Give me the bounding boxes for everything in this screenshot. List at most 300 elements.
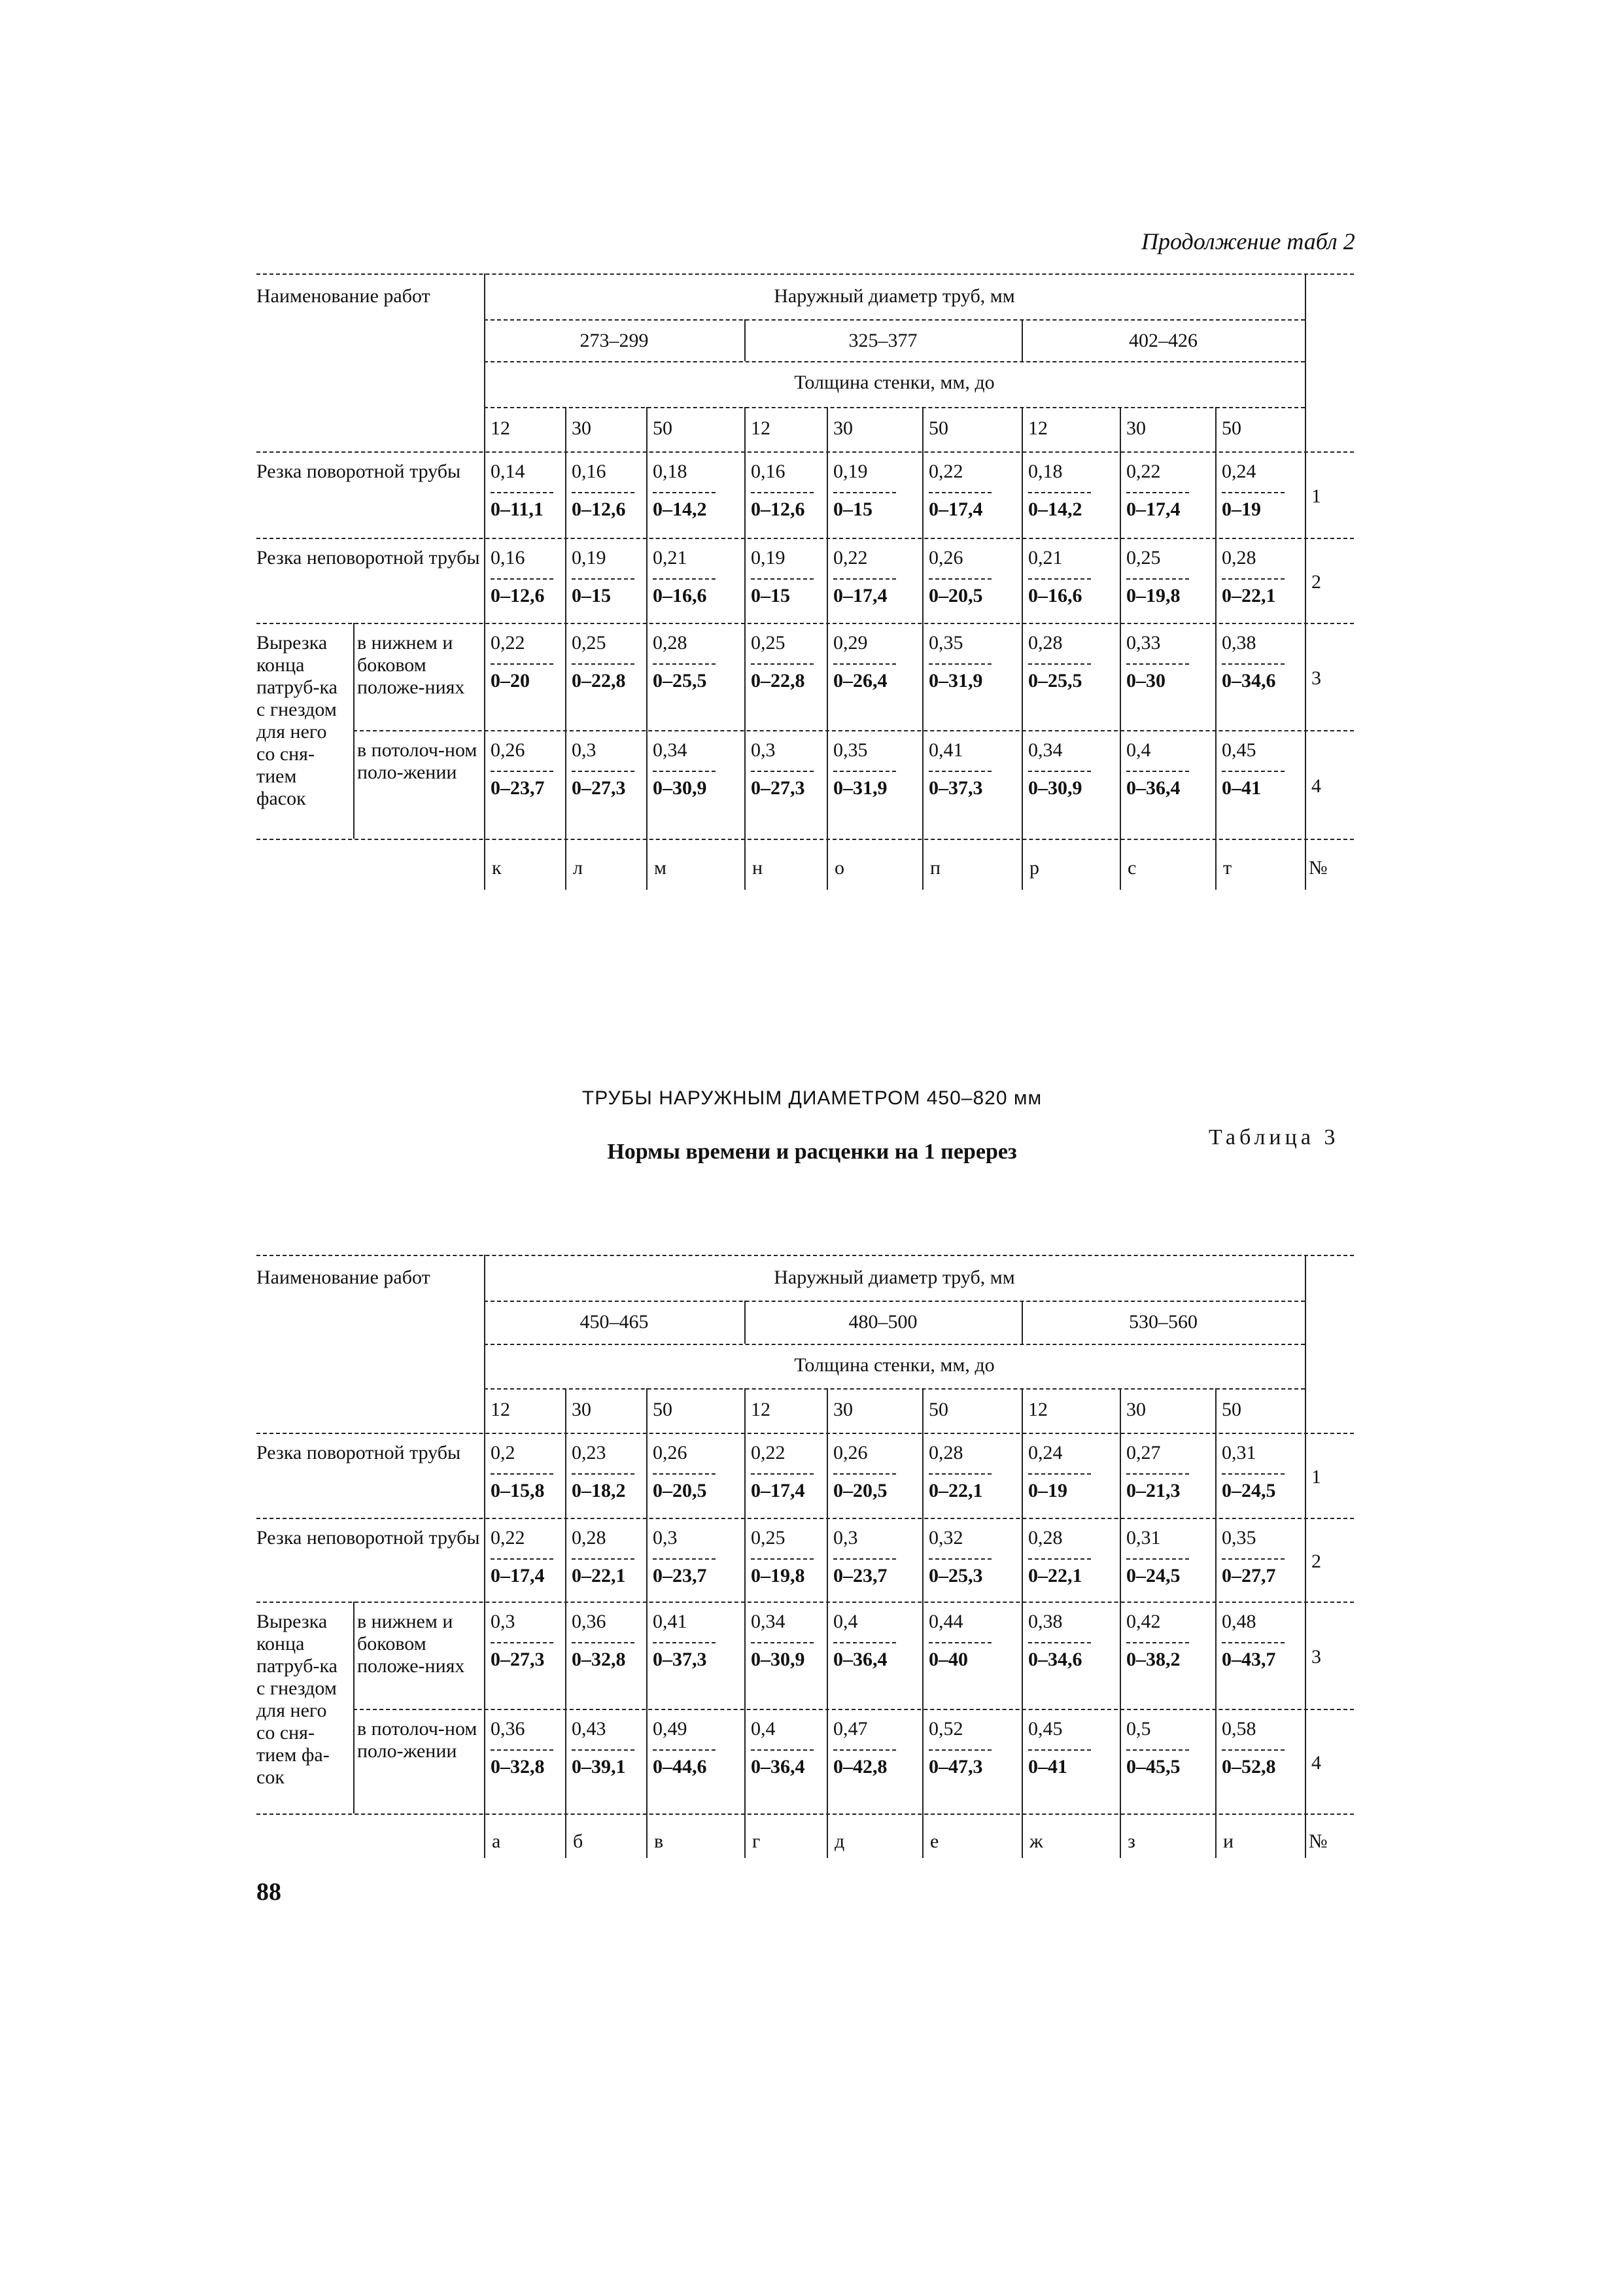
column-letter: л bbox=[573, 857, 583, 879]
fraction-line bbox=[833, 492, 896, 493]
fraction-line bbox=[653, 1558, 716, 1560]
price: 0–22,8 bbox=[572, 670, 626, 692]
rule-line bbox=[256, 1433, 1354, 1434]
fraction-line bbox=[653, 1473, 716, 1475]
time-norm: 0,41 bbox=[929, 739, 963, 761]
fraction-line bbox=[1126, 1473, 1189, 1475]
price: 0–32,8 bbox=[572, 1649, 626, 1670]
fraction-line bbox=[491, 771, 553, 772]
thickness-cell: 30 bbox=[833, 417, 853, 439]
row-number: 3 bbox=[1311, 667, 1321, 689]
fraction-line bbox=[491, 663, 553, 665]
price: 0–16,6 bbox=[653, 585, 707, 606]
column-letter: е bbox=[930, 1831, 939, 1852]
column-line bbox=[1215, 407, 1217, 890]
price: 0–16,6 bbox=[1028, 585, 1082, 606]
column-letter: г bbox=[752, 1831, 761, 1852]
price: 0–38,2 bbox=[1126, 1649, 1181, 1670]
price: 0–21,3 bbox=[1126, 1480, 1181, 1501]
rule-line bbox=[353, 1709, 1354, 1710]
fraction-line bbox=[1222, 1749, 1285, 1751]
time-norm: 0,3 bbox=[653, 1527, 678, 1549]
price: 0–22,1 bbox=[1222, 585, 1276, 606]
price: 0–52,8 bbox=[1222, 1756, 1276, 1778]
time-norm: 0,44 bbox=[929, 1611, 963, 1632]
fraction-line bbox=[929, 1558, 992, 1560]
time-norm: 0,41 bbox=[653, 1611, 687, 1632]
thickness-cell: 30 bbox=[1126, 1399, 1146, 1420]
time-norm: 0,35 bbox=[833, 739, 868, 761]
fraction-line bbox=[572, 1473, 634, 1475]
thickness-cell: 12 bbox=[751, 1399, 770, 1420]
work-position: в потолоч-ном поло-жении bbox=[357, 739, 477, 783]
time-norm: 0,19 bbox=[572, 547, 606, 569]
time-norm: 0,28 bbox=[1028, 1527, 1063, 1549]
col-work-header: Наименование работ bbox=[256, 1267, 430, 1288]
thickness-cell: 50 bbox=[929, 417, 948, 439]
fraction-line bbox=[833, 578, 896, 580]
fraction-line bbox=[929, 1749, 992, 1751]
price: 0–20,5 bbox=[833, 1480, 888, 1501]
price: 0–26,4 bbox=[833, 670, 888, 692]
price: 0–22,1 bbox=[572, 1565, 626, 1586]
time-norm: 0,42 bbox=[1126, 1611, 1161, 1632]
fraction-line bbox=[833, 1749, 896, 1751]
fraction-line bbox=[1028, 1558, 1091, 1560]
fraction-line bbox=[491, 1642, 553, 1643]
fraction-line bbox=[572, 1642, 634, 1643]
time-norm: 0,38 bbox=[1222, 632, 1256, 654]
column-line bbox=[1305, 1255, 1306, 1858]
column-line bbox=[827, 407, 828, 890]
column-letter: и bbox=[1223, 1831, 1234, 1852]
price: 0–20,5 bbox=[653, 1480, 707, 1501]
time-norm: 0,45 bbox=[1222, 739, 1256, 761]
column-letter: м bbox=[654, 857, 666, 879]
time-norm: 0,27 bbox=[1126, 1442, 1161, 1463]
column-line bbox=[646, 1388, 648, 1858]
thickness-cell: 50 bbox=[653, 417, 672, 439]
fraction-line bbox=[653, 1749, 716, 1751]
time-norm: 0,25 bbox=[1126, 547, 1161, 569]
col-diameter-header: Наружный диаметр труб, мм bbox=[774, 285, 1015, 307]
number-sign: № bbox=[1309, 1831, 1328, 1852]
diameter-group: 450–465 bbox=[579, 1311, 649, 1333]
fraction-line bbox=[653, 1642, 716, 1643]
fraction-line bbox=[751, 771, 814, 772]
time-norm: 0,16 bbox=[491, 547, 525, 569]
price: 0–12,6 bbox=[572, 499, 626, 520]
thickness-cell: 30 bbox=[833, 1399, 853, 1420]
fraction-line bbox=[491, 1473, 553, 1475]
price: 0–17,4 bbox=[833, 585, 888, 606]
time-norm: 0,3 bbox=[751, 739, 776, 761]
work-position: в нижнем и боковом положе-ниях bbox=[357, 632, 465, 698]
column-letter: а bbox=[492, 1831, 501, 1852]
time-norm: 0,35 bbox=[929, 632, 963, 654]
column-line bbox=[1215, 1388, 1217, 1858]
work-name: Резка неповоротной трубы bbox=[256, 547, 480, 569]
fraction-line bbox=[751, 1473, 814, 1475]
price: 0–23,7 bbox=[491, 777, 545, 799]
time-norm: 0,26 bbox=[653, 1442, 687, 1463]
time-norm: 0,23 bbox=[572, 1442, 606, 1463]
fraction-line bbox=[929, 492, 992, 493]
time-norm: 0,19 bbox=[751, 547, 786, 569]
price: 0–25,5 bbox=[1028, 670, 1082, 692]
time-norm: 0,28 bbox=[929, 1442, 963, 1463]
column-line bbox=[484, 273, 485, 890]
time-norm: 0,34 bbox=[751, 1611, 786, 1632]
fraction-line bbox=[572, 1558, 634, 1560]
price: 0–36,4 bbox=[751, 1756, 805, 1778]
fraction-line bbox=[833, 1558, 896, 1560]
row-number: 1 bbox=[1311, 485, 1321, 507]
price: 0–11,1 bbox=[491, 499, 544, 520]
column-line bbox=[1022, 407, 1023, 890]
rule-line bbox=[353, 730, 1354, 731]
price: 0–24,5 bbox=[1222, 1480, 1276, 1501]
fraction-line bbox=[929, 663, 992, 665]
column-line bbox=[827, 1388, 828, 1858]
fraction-line bbox=[1126, 663, 1189, 665]
fraction-line bbox=[929, 771, 992, 772]
time-norm: 0,58 bbox=[1222, 1718, 1256, 1740]
time-norm: 0,4 bbox=[751, 1718, 776, 1740]
time-norm: 0,34 bbox=[1028, 739, 1063, 761]
price: 0–17,4 bbox=[929, 499, 983, 520]
page-number: 88 bbox=[256, 1878, 281, 1906]
rule-line bbox=[256, 839, 1354, 840]
price: 0–22,1 bbox=[929, 1480, 983, 1501]
fraction-line bbox=[491, 578, 553, 580]
continuation-caption: Продолжение табл 2 bbox=[1141, 228, 1355, 254]
price: 0–43,7 bbox=[1222, 1649, 1276, 1670]
work-name: Резка неповоротной трубы bbox=[256, 1527, 480, 1549]
price: 0–41 bbox=[1222, 777, 1261, 799]
fraction-line bbox=[1222, 578, 1285, 580]
time-norm: 0,22 bbox=[751, 1442, 786, 1463]
fraction-line bbox=[751, 492, 814, 493]
rule-line bbox=[484, 1344, 1305, 1345]
work-name: Вырезка конца патруб-ка с гнездом для него со сня-тием фасок bbox=[256, 632, 337, 809]
price: 0–39,1 bbox=[572, 1756, 626, 1778]
fraction-line bbox=[751, 1558, 814, 1560]
fraction-line bbox=[833, 1473, 896, 1475]
fraction-line bbox=[1126, 771, 1189, 772]
time-norm: 0,22 bbox=[491, 1527, 525, 1549]
time-norm: 0,48 bbox=[1222, 1611, 1256, 1632]
time-norm: 0,32 bbox=[929, 1527, 963, 1549]
time-norm: 0,3 bbox=[572, 739, 596, 761]
column-line bbox=[744, 1388, 746, 1858]
rule-line bbox=[256, 1813, 1354, 1815]
fraction-line bbox=[1222, 492, 1285, 493]
time-norm: 0,25 bbox=[751, 632, 786, 654]
price: 0–19 bbox=[1028, 1480, 1067, 1501]
time-norm: 0,3 bbox=[491, 1611, 515, 1632]
fraction-line bbox=[1028, 1642, 1091, 1643]
time-norm: 0,47 bbox=[833, 1718, 868, 1740]
time-norm: 0,24 bbox=[1222, 461, 1256, 482]
price: 0–30,9 bbox=[1028, 777, 1082, 799]
time-norm: 0,21 bbox=[653, 547, 687, 569]
fraction-line bbox=[1126, 1642, 1189, 1643]
column-line bbox=[1305, 273, 1306, 890]
fraction-line bbox=[751, 1749, 814, 1751]
fraction-line bbox=[572, 663, 634, 665]
thickness-cell: 12 bbox=[1028, 417, 1048, 439]
rule-line bbox=[484, 319, 1305, 321]
fraction-line bbox=[1222, 771, 1285, 772]
column-letter: н bbox=[752, 857, 763, 879]
diameter-group: 273–299 bbox=[579, 330, 649, 351]
price: 0–30,9 bbox=[751, 1649, 805, 1670]
time-norm: 0,38 bbox=[1028, 1611, 1063, 1632]
column-line bbox=[1120, 407, 1121, 890]
price: 0–19 bbox=[1222, 499, 1261, 520]
time-norm: 0,34 bbox=[653, 739, 687, 761]
column-line bbox=[646, 407, 648, 890]
price: 0–41 bbox=[1028, 1756, 1067, 1778]
time-norm: 0,25 bbox=[751, 1527, 786, 1549]
price: 0–44,6 bbox=[653, 1756, 707, 1778]
fraction-line bbox=[572, 492, 634, 493]
price: 0–30 bbox=[1126, 670, 1166, 692]
column-letter: ж bbox=[1029, 1831, 1043, 1852]
fraction-line bbox=[491, 1749, 553, 1751]
column-letter: п bbox=[930, 857, 941, 879]
row-number: 2 bbox=[1311, 571, 1321, 593]
column-line bbox=[565, 407, 566, 890]
fraction-line bbox=[833, 1642, 896, 1643]
fraction-line bbox=[1222, 1473, 1285, 1475]
fraction-line bbox=[929, 578, 992, 580]
price: 0–19,8 bbox=[1126, 585, 1181, 606]
fraction-line bbox=[572, 771, 634, 772]
time-norm: 0,29 bbox=[833, 632, 868, 654]
fraction-line bbox=[751, 663, 814, 665]
number-sign: № bbox=[1309, 857, 1328, 879]
time-norm: 0,28 bbox=[1222, 547, 1256, 569]
thickness-cell: 12 bbox=[751, 417, 770, 439]
column-line bbox=[353, 1602, 354, 1813]
fraction-line bbox=[929, 1473, 992, 1475]
price: 0–15,8 bbox=[491, 1480, 545, 1501]
time-norm: 0,26 bbox=[491, 739, 525, 761]
price: 0–15 bbox=[833, 499, 872, 520]
subtitle: Нормы времени и расценки на 1 перерез bbox=[607, 1140, 1017, 1164]
price: 0–19,8 bbox=[751, 1565, 805, 1586]
work-name: Резка поворотной трубы bbox=[256, 461, 461, 482]
time-norm: 0,22 bbox=[491, 632, 525, 654]
column-letter: д bbox=[835, 1831, 845, 1852]
price: 0–27,3 bbox=[491, 1649, 545, 1670]
time-norm: 0,5 bbox=[1126, 1718, 1151, 1740]
price: 0–34,6 bbox=[1222, 670, 1276, 692]
price: 0–42,8 bbox=[833, 1756, 888, 1778]
price: 0–27,3 bbox=[572, 777, 626, 799]
wall-header: Толщина стенки, мм, до bbox=[794, 372, 995, 393]
work-position: в нижнем и боковом положе-ниях bbox=[357, 1611, 465, 1677]
time-norm: 0,28 bbox=[572, 1527, 606, 1549]
price: 0–36,4 bbox=[1126, 777, 1181, 799]
price: 0–15 bbox=[751, 585, 790, 606]
thickness-cell: 50 bbox=[1222, 417, 1241, 439]
column-letter: с bbox=[1128, 857, 1137, 879]
price: 0–34,6 bbox=[1028, 1649, 1082, 1670]
time-norm: 0,16 bbox=[751, 461, 786, 482]
time-norm: 0,4 bbox=[833, 1611, 858, 1632]
time-norm: 0,2 bbox=[491, 1442, 515, 1463]
price: 0–32,8 bbox=[491, 1756, 545, 1778]
time-norm: 0,4 bbox=[1126, 739, 1151, 761]
fraction-line bbox=[653, 663, 716, 665]
time-norm: 0,24 bbox=[1028, 1442, 1063, 1463]
row-number: 4 bbox=[1311, 1752, 1321, 1774]
price: 0–23,7 bbox=[653, 1565, 707, 1586]
fraction-line bbox=[833, 663, 896, 665]
thickness-cell: 30 bbox=[572, 417, 591, 439]
thickness-cell: 12 bbox=[491, 1399, 510, 1420]
fraction-line bbox=[1028, 771, 1091, 772]
work-name: Вырезка конца патруб-ка с гнездом для него со сня-тием фа-сок bbox=[256, 1611, 337, 1788]
column-letter: о bbox=[835, 857, 844, 879]
price: 0–17,4 bbox=[751, 1480, 805, 1501]
thickness-cell: 12 bbox=[491, 417, 510, 439]
time-norm: 0,18 bbox=[1028, 461, 1063, 482]
time-norm: 0,43 bbox=[572, 1718, 606, 1740]
fraction-line bbox=[1126, 1749, 1189, 1751]
fraction-line bbox=[1028, 663, 1091, 665]
fraction-line bbox=[1126, 578, 1189, 580]
time-norm: 0,3 bbox=[833, 1527, 858, 1549]
work-name: Резка поворотной трубы bbox=[256, 1442, 461, 1463]
fraction-line bbox=[1126, 1558, 1189, 1560]
work-position: в потолоч-ном поло-жении bbox=[357, 1718, 477, 1762]
column-letter: в bbox=[654, 1831, 664, 1852]
column-line bbox=[565, 1388, 566, 1858]
price: 0–47,3 bbox=[929, 1756, 983, 1778]
time-norm: 0,16 bbox=[572, 461, 606, 482]
column-line bbox=[1022, 1388, 1023, 1858]
time-norm: 0,36 bbox=[491, 1718, 525, 1740]
time-norm: 0,21 bbox=[1028, 547, 1063, 569]
price: 0–23,7 bbox=[833, 1565, 888, 1586]
price: 0–18,2 bbox=[572, 1480, 626, 1501]
fraction-line bbox=[1222, 1558, 1285, 1560]
section-title: ТРУБЫ НАРУЖНЫМ ДИАМЕТРОМ 450–820 мм bbox=[581, 1087, 1043, 1109]
column-letter: з bbox=[1128, 1831, 1135, 1852]
price: 0–27,7 bbox=[1222, 1565, 1276, 1586]
price: 0–12,6 bbox=[751, 499, 805, 520]
price: 0–12,6 bbox=[491, 585, 545, 606]
column-line bbox=[1120, 1388, 1121, 1858]
time-norm: 0,25 bbox=[572, 632, 606, 654]
fraction-line bbox=[751, 1642, 814, 1643]
column-letter: т bbox=[1223, 857, 1232, 879]
diameter-group: 530–560 bbox=[1129, 1311, 1198, 1333]
price: 0–36,4 bbox=[833, 1649, 888, 1670]
price: 0–45,5 bbox=[1126, 1756, 1181, 1778]
rule-line bbox=[256, 1255, 1354, 1256]
fraction-line bbox=[1028, 1473, 1091, 1475]
col-work-header: Наименование работ bbox=[256, 285, 430, 307]
price: 0–24,5 bbox=[1126, 1565, 1181, 1586]
time-norm: 0,28 bbox=[1028, 632, 1063, 654]
fraction-line bbox=[653, 771, 716, 772]
fraction-line bbox=[751, 578, 814, 580]
time-norm: 0,26 bbox=[833, 1442, 868, 1463]
fraction-line bbox=[491, 1558, 553, 1560]
fraction-line bbox=[1028, 578, 1091, 580]
time-norm: 0,28 bbox=[653, 632, 687, 654]
time-norm: 0,14 bbox=[491, 461, 525, 482]
price: 0–20 bbox=[491, 670, 530, 692]
time-norm: 0,49 bbox=[653, 1718, 687, 1740]
price: 0–14,2 bbox=[653, 499, 707, 520]
price: 0–37,3 bbox=[653, 1649, 707, 1670]
column-letter: р bbox=[1029, 857, 1039, 879]
fraction-line bbox=[1222, 1642, 1285, 1643]
thickness-cell: 30 bbox=[1126, 417, 1146, 439]
price: 0–31,9 bbox=[929, 670, 983, 692]
time-norm: 0,22 bbox=[929, 461, 963, 482]
thickness-cell: 50 bbox=[1222, 1399, 1241, 1420]
price: 0–22,8 bbox=[751, 670, 805, 692]
rule-line bbox=[484, 361, 1305, 362]
rule-line bbox=[484, 407, 1305, 408]
thickness-cell: 12 bbox=[1028, 1399, 1048, 1420]
diameter-group: 325–377 bbox=[848, 330, 918, 351]
fraction-line bbox=[833, 771, 896, 772]
time-norm: 0,22 bbox=[833, 547, 868, 569]
rule-line bbox=[484, 1388, 1305, 1390]
thickness-cell: 50 bbox=[653, 1399, 672, 1420]
column-letter: б bbox=[573, 1831, 583, 1852]
price: 0–17,4 bbox=[1126, 499, 1181, 520]
price: 0–17,4 bbox=[491, 1565, 545, 1586]
column-line bbox=[484, 1255, 485, 1858]
column-line bbox=[922, 1388, 924, 1858]
time-norm: 0,35 bbox=[1222, 1527, 1256, 1549]
thickness-cell: 30 bbox=[572, 1399, 591, 1420]
row-number: 4 bbox=[1311, 775, 1321, 797]
time-norm: 0,22 bbox=[1126, 461, 1161, 482]
time-norm: 0,31 bbox=[1126, 1527, 1161, 1549]
fraction-line bbox=[1028, 492, 1091, 493]
time-norm: 0,45 bbox=[1028, 1718, 1063, 1740]
diameter-group: 480–500 bbox=[848, 1311, 918, 1333]
rule-line bbox=[484, 1301, 1305, 1302]
price: 0–20,5 bbox=[929, 585, 983, 606]
rule-line bbox=[256, 451, 1354, 453]
fraction-line bbox=[653, 492, 716, 493]
time-norm: 0,26 bbox=[929, 547, 963, 569]
price: 0–25,5 bbox=[653, 670, 707, 692]
column-letter: к bbox=[492, 857, 502, 879]
price: 0–15 bbox=[572, 585, 611, 606]
time-norm: 0,52 bbox=[929, 1718, 963, 1740]
fraction-line bbox=[1126, 492, 1189, 493]
price: 0–30,9 bbox=[653, 777, 707, 799]
time-norm: 0,19 bbox=[833, 461, 868, 482]
fraction-line bbox=[929, 1642, 992, 1643]
col-diameter-header: Наружный диаметр труб, мм bbox=[774, 1267, 1015, 1288]
time-norm: 0,18 bbox=[653, 461, 687, 482]
price: 0–25,3 bbox=[929, 1565, 983, 1586]
fraction-line bbox=[572, 578, 634, 580]
